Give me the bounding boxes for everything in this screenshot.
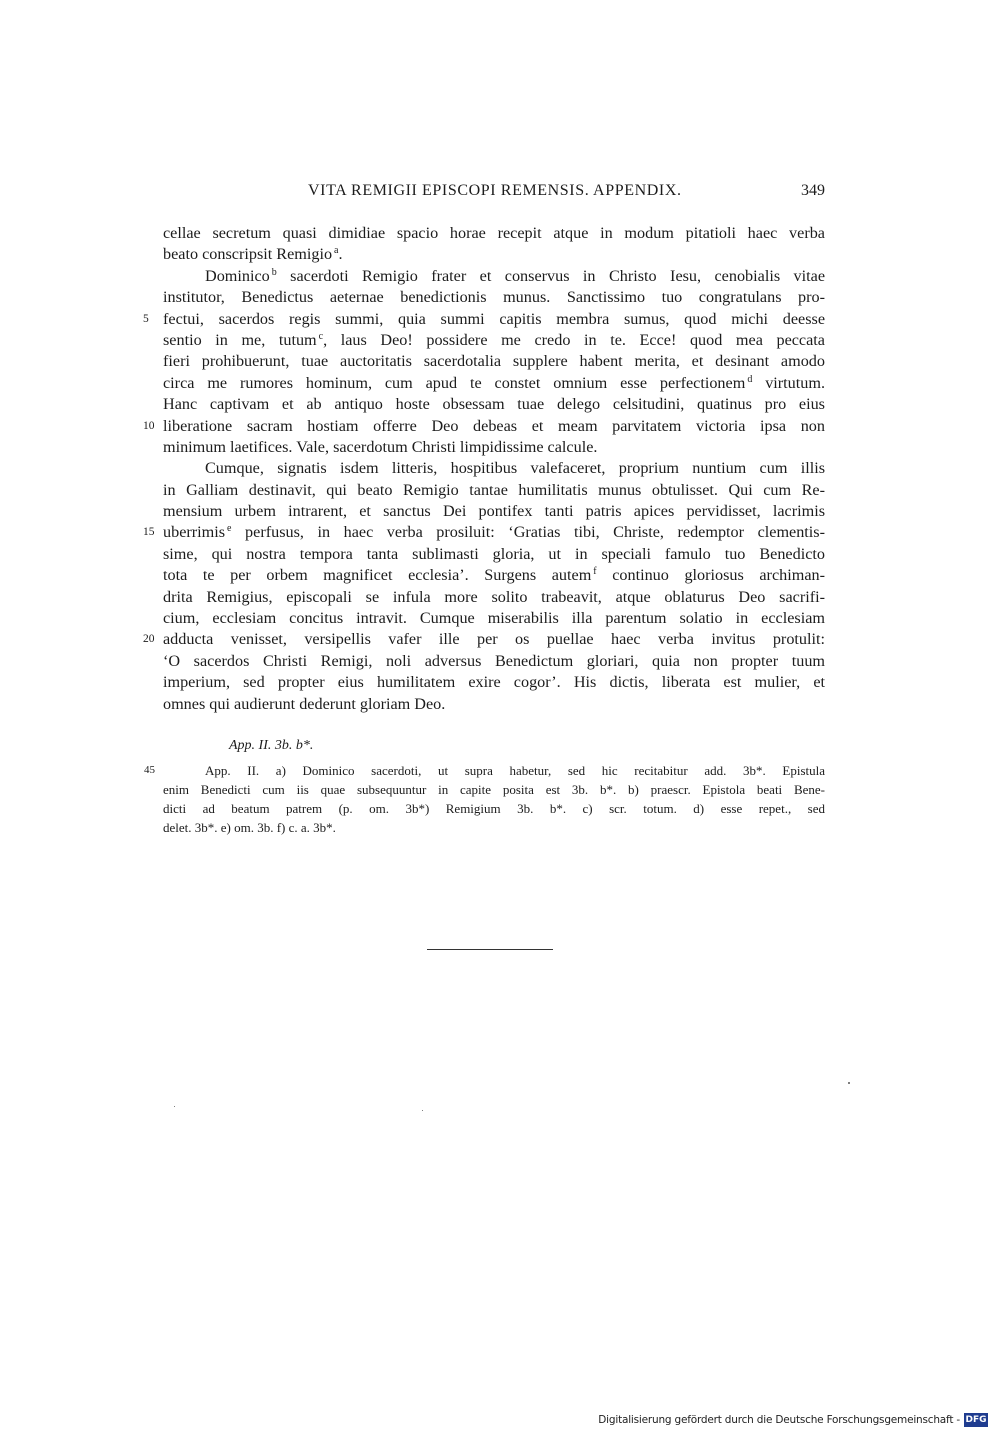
- line-text: [163, 351, 825, 372]
- apparatus-line: [163, 818, 825, 837]
- line-text-segment: minimum laetifices. Vale, sacerdotum Christi limpidissime calcule.: [163, 437, 598, 456]
- line-text-segment: imperium, sed propter eius humilitatem exire cogor’. His dictis, liberata est mulier, et: [163, 673, 825, 692]
- appendix-label: App. II. 3b. b*.: [229, 738, 314, 753]
- line-text-segment: adducta venisset, versipellis vafer ille per os puellae haec verba invitus protulit:: [163, 630, 825, 649]
- footnote-marker: f: [593, 566, 597, 578]
- page-header: [163, 182, 825, 206]
- apparatus-text: enim Benedicti cum iis quae subsequuntur in capite posita est 3b. b*. b) praescr. Epistola beati Bene-: [163, 782, 825, 797]
- apparatus-text: delet. 3b*. e) om. 3b. f) c. a. 3b*.: [163, 820, 336, 835]
- text-line: [163, 373, 825, 394]
- line-text: [163, 608, 825, 629]
- line-text: [163, 223, 825, 244]
- line-number: 10: [143, 419, 155, 432]
- text-line: [163, 694, 825, 715]
- scan-speck: [848, 1082, 850, 1084]
- text-line: [163, 672, 825, 693]
- footnote-marker: c: [318, 330, 324, 342]
- apparatus-text: App. II. a) Dominico sacerdoti, ut supra habetur, sed hic recitabitur add. 3b*. Epistula: [205, 763, 825, 778]
- line-text-segment: sacerdoti Remigio frater et conservus in Christo Iesu, cenobialis vitae: [276, 266, 825, 285]
- line-text-segment: fectui, sacerdos regis summi, quia summi capitis membra sumus, quod michi deesse: [163, 309, 825, 328]
- line-text-segment: virtutum.: [752, 373, 825, 392]
- line-text: [163, 266, 825, 287]
- line-text: [163, 287, 825, 308]
- line-number: 20: [143, 633, 155, 646]
- line-text-segment: Cumque, signatis isdem litteris, hospitibus valefaceret, proprium nuntium cum illis: [205, 459, 825, 478]
- line-text-segment: Dominico: [205, 266, 270, 285]
- line-number: 15: [143, 526, 155, 539]
- main-text: [143, 223, 825, 715]
- text-line: [163, 287, 825, 308]
- line-text: [163, 309, 825, 330]
- line-text: [163, 544, 825, 565]
- line-text-segment: tota te per orbem magnificet ecclesia’. Surgens autem: [163, 566, 592, 585]
- line-text: [163, 394, 825, 415]
- line-text-segment: Hanc captivam et ab antiquo hoste obsessam tuae delego celsitudini, quatinus pro eius: [163, 395, 825, 414]
- line-text: [163, 522, 825, 543]
- line-text-segment: , laus Deo! possidere me credo in te. Ecce! quod mea peccata: [323, 330, 825, 349]
- line-text-segment: sentio in me, tutum: [163, 330, 317, 349]
- footnote-marker: d: [747, 373, 753, 385]
- critical-apparatus: [144, 761, 825, 837]
- line-text: [163, 501, 825, 522]
- text-line: [163, 244, 825, 265]
- text-line: [163, 608, 825, 629]
- dfg-logo-icon: DFG: [965, 1415, 987, 1425]
- line-number: 5: [143, 312, 149, 325]
- text-line: [163, 266, 825, 287]
- line-text-segment: circa me rumores hominum, cum apud te constet omnium esse perfectionem: [163, 373, 746, 392]
- footnote-marker: a: [334, 245, 339, 257]
- text-line: [163, 651, 825, 672]
- text-line: [163, 458, 825, 479]
- footnote-marker: b: [271, 266, 277, 278]
- text-line: [163, 544, 825, 565]
- line-text-segment: cellae secretum quasi dimidiae spacio horae recepit atque in modum pitatioli haec verba: [163, 224, 825, 242]
- line-text: [163, 480, 825, 501]
- line-text: [163, 437, 825, 458]
- line-text: [163, 330, 825, 351]
- text-line: [143, 522, 825, 543]
- line-text-segment: drita Remigius, episcopali se infula more solito trabeavit, atque oblaturus Deo sacrifi-: [163, 587, 825, 606]
- line-text: [163, 672, 825, 693]
- line-text: [163, 694, 825, 715]
- text-line: [163, 565, 825, 586]
- line-text: [163, 651, 825, 672]
- line-text: [163, 244, 825, 265]
- text-line: [163, 351, 825, 372]
- text-line: [163, 330, 825, 351]
- text-line: [163, 437, 825, 458]
- line-text-segment: omnes qui audierunt dederunt gloriam Deo.: [163, 694, 446, 713]
- line-text-segment: institutor, Benedictus aeternae benedictionis munus. Sanctissimo tuo congratulans pro-: [163, 288, 825, 307]
- text-line: [163, 394, 825, 415]
- line-text: [163, 587, 825, 608]
- end-rule: [427, 949, 553, 950]
- line-text-segment: mensium urbem intrarent, et sanctus Dei pontifex tanti patris apices pervidisset, lacrimis: [163, 502, 825, 521]
- text-line: [143, 309, 825, 330]
- apparatus-text: dicti ad beatum patrem (p. om. 3b*) Remigium 3b. b*. c) scr. totum. d) esse repet., sed: [163, 801, 825, 816]
- apparatus-line: [163, 780, 825, 799]
- scan-speck: [422, 1110, 423, 1111]
- line-text-segment: .: [338, 245, 343, 264]
- line-text: [163, 565, 825, 586]
- scan-speck: [174, 1106, 175, 1107]
- apparatus-line: [163, 799, 825, 818]
- line-text-segment: perfusus, in haec verba prosiluit: ‘Gratias tibi, Christe, redemptor clementis-: [231, 523, 825, 542]
- text-line: [163, 587, 825, 608]
- line-text-segment: ‘O sacerdos Christi Remigi, noli adversus Benedictum gloriari, quia non propter tuum: [163, 651, 825, 670]
- footnote-marker: e: [227, 523, 232, 535]
- line-text-segment: uberrimis: [163, 523, 226, 542]
- text-line: [143, 416, 825, 437]
- line-text-segment: beato conscripsit Remigio: [163, 245, 333, 264]
- line-text-segment: sime, qui nostra tempora tanta sublimasti gloria, ut in speciali famulo tuo Benedicto: [163, 544, 825, 563]
- line-number: 45: [144, 764, 155, 776]
- text-line: [163, 223, 825, 244]
- line-text-segment: in Galliam destinavit, qui beato Remigio tantae humilitatis munus obtulisset. Qui cum Re-: [163, 480, 825, 499]
- line-text: [163, 629, 825, 650]
- text-line: [143, 629, 825, 650]
- line-text-segment: cium, ecclesiam concitus intravit. Cumque miserabilis illa parentum solatio in ecclesiam: [163, 609, 825, 628]
- line-text-segment: liberatione sacram hostiam offerre Deo debeas et meam parvitatem victoria ipsa non: [163, 416, 825, 435]
- running-title: VITA REMIGII EPISCOPI REMENSIS. APPENDIX.: [308, 182, 682, 199]
- line-text: [163, 416, 825, 437]
- page-number: 349: [801, 182, 825, 199]
- footer-text: Digitalisierung gefördert durch die Deutsche Forschungsgemeinschaft -: [598, 1414, 960, 1426]
- line-text-segment: continuo gloriosus archiman-: [596, 566, 825, 585]
- text-line: [163, 501, 825, 522]
- digitization-footer: [598, 1412, 988, 1428]
- line-text-segment: fieri prohibuerunt, tuae auctoritatis sacerdotalia supplere habent merita, et desinant amodo: [163, 352, 825, 371]
- line-text: [163, 373, 825, 394]
- text-line: [163, 480, 825, 501]
- apparatus-line: [144, 761, 825, 780]
- line-text: [163, 458, 825, 479]
